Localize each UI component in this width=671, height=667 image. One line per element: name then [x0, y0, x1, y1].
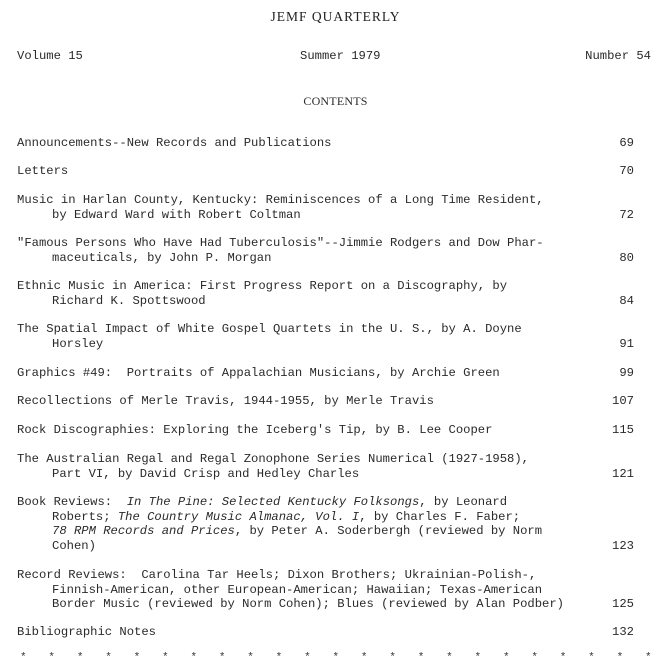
separator-asterisk: * — [48, 652, 56, 664]
toc-entry-page: 121 — [612, 466, 634, 481]
book-title: In The Pine: Selected Kentucky Folksongs — [126, 495, 420, 509]
toc-entry — [17, 452, 634, 481]
toc-entry-page: 123 — [612, 538, 634, 553]
toc-entry — [17, 625, 634, 640]
book-reviews-label: Book Reviews: — [17, 495, 127, 509]
toc-entry — [17, 394, 634, 409]
toc-entry-title: Music in Harlan County, Kentucky: Reminiscences of a Long Time Resident, — [17, 193, 544, 207]
toc-entry-title: Graphics #49: Portraits of Appalachian Musicians, by Archie Green — [17, 366, 500, 380]
toc-entry-title: The Australian Regal and Regal Zonophone Series Numerical (1927-1958), — [17, 452, 529, 466]
separator-asterisk: * — [502, 652, 510, 664]
toc-entry-page: 125 — [612, 597, 634, 611]
toc-entry — [17, 366, 634, 381]
toc-entry-page: 132 — [612, 625, 634, 639]
separator-asterisk: * — [76, 652, 84, 664]
separator-asterisk: * — [105, 652, 112, 664]
separator-asterisk: * — [360, 652, 368, 664]
separator-asterisk: * — [275, 652, 283, 664]
toc-entry-title — [17, 495, 634, 510]
separator-asterisk: * — [645, 652, 652, 664]
toc-entry — [17, 279, 634, 308]
toc-entry-title: Ethnic Music in America: First Progress Report on a Discography, by — [17, 279, 508, 293]
separator-asterisk: * — [474, 652, 482, 664]
toc-entry-title: Letters — [17, 164, 69, 178]
issue-info-row — [17, 49, 651, 65]
toc-entry-title: "Famous Persons Who Have Had Tuberculosis"--Jimmie Rodgers and Dow Phar- — [17, 236, 544, 250]
toc-entry — [17, 236, 634, 265]
toc-entry-page: 72 — [619, 207, 634, 222]
separator-asterisk: * — [389, 652, 396, 664]
separator-asterisk: * — [133, 652, 141, 664]
separator-asterisk: * — [304, 652, 311, 664]
toc-entry-book-reviews — [17, 495, 634, 553]
separator-asterisk: * — [588, 652, 595, 664]
toc-entry-line — [17, 524, 634, 539]
toc-entry-title: Bibliographic Notes — [17, 625, 156, 639]
toc-entry — [17, 322, 634, 351]
separator-asterisk: * — [531, 652, 538, 664]
issue-volume: Volume 15 — [17, 49, 83, 63]
toc-entry-byline: Richard K. Spottswood — [52, 293, 206, 308]
separator-asterisk: * — [446, 652, 453, 664]
separator-asterisk: * — [559, 652, 567, 664]
separator-asterisk: * — [162, 652, 169, 664]
separator-asterisk: * — [20, 652, 27, 664]
book-byline: , by Leonard — [419, 495, 508, 509]
issue-number: Number 54 — [585, 49, 651, 63]
separator-asterisk: * — [417, 652, 425, 664]
journal-title: JEMF QUARTERLY — [270, 9, 401, 24]
toc-entry-page: 70 — [619, 164, 634, 178]
toc-entry-page: 115 — [612, 423, 634, 437]
toc-entry-line: Finnish-American, other European-American; Hawaiian; Texas-American — [52, 582, 543, 597]
toc-entry — [17, 136, 634, 151]
toc-entry-byline: Part VI, by David Crisp and Hedley Charles — [52, 466, 360, 481]
toc-entry — [17, 193, 634, 222]
separator-asterisk: * — [218, 652, 226, 664]
toc-entry-line — [17, 510, 634, 525]
toc-entry-record-reviews — [17, 568, 634, 612]
toc-entry-byline: maceuticals, by John P. Morgan — [52, 250, 272, 265]
book-title: The Country Music Almanac, Vol. I — [117, 509, 360, 524]
toc-entry-page: 84 — [619, 293, 634, 308]
book-byline: , by Peter A. Soderbergh (reviewed by Norm — [234, 524, 543, 538]
toc-entry-line: Cohen) — [52, 538, 96, 553]
toc-entry-title: Rock Discographies: Exploring the Iceberg's Tip, by B. Lee Cooper — [17, 423, 493, 437]
contents-heading: CONTENTS — [303, 94, 368, 108]
toc-entry — [17, 423, 634, 438]
asterisk-separator — [20, 652, 660, 664]
toc-entry-line: Border Music (reviewed by Norm Cohen); Blues (reviewed by Alan Podber) — [52, 597, 564, 611]
book-byline: , by Charles F. Faber; — [359, 509, 521, 524]
toc-entry-byline: by Edward Ward with Robert Coltman — [52, 207, 301, 222]
toc-entry-page: 107 — [612, 394, 634, 408]
separator-asterisk: * — [247, 652, 254, 664]
toc-entry-title: Record Reviews: Carolina Tar Heels; Dixon Brothers; Ukrainian-Polish-, — [17, 568, 537, 582]
toc-entry — [17, 164, 634, 179]
toc-entry-page: 91 — [619, 336, 634, 351]
separator-asterisk: * — [332, 652, 340, 664]
toc-entry-page: 99 — [619, 366, 634, 380]
separator-asterisk: * — [616, 652, 624, 664]
issue-season: Summer 1979 — [300, 49, 381, 63]
book-byline: Roberts; — [52, 509, 118, 524]
toc-entry-title: Recollections of Merle Travis, 1944-1955, by Merle Travis — [17, 394, 434, 408]
toc-entry-page: 80 — [619, 250, 634, 265]
toc-entry-page: 69 — [619, 136, 634, 150]
separator-asterisk: * — [190, 652, 198, 664]
toc-entry-title: Announcements--New Records and Publications — [17, 136, 332, 150]
toc-entry-title: The Spatial Impact of White Gospel Quartets in the U. S., by A. Doyne — [17, 322, 522, 336]
book-title: 78 RPM Records and Prices — [52, 524, 235, 538]
toc-entry-byline: Horsley — [52, 336, 104, 351]
